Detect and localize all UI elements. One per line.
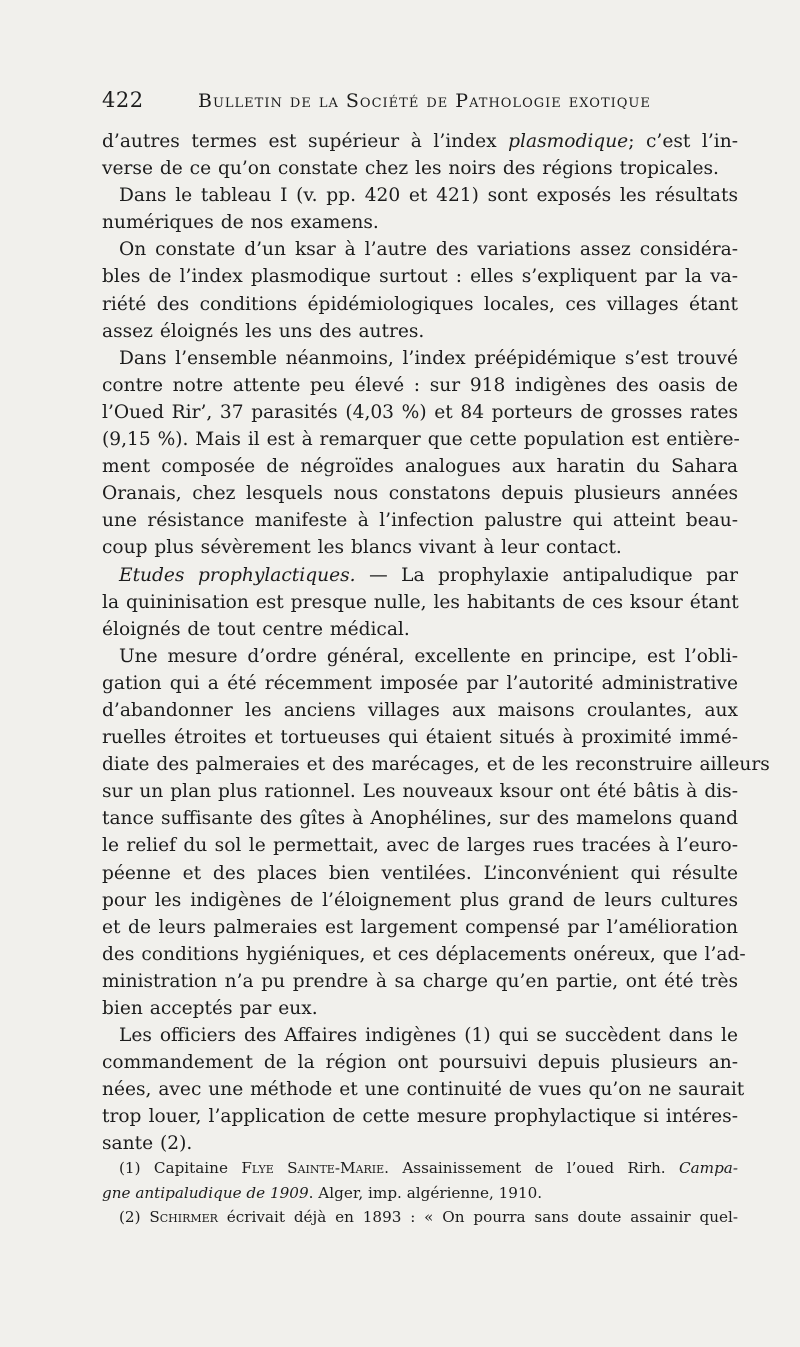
text-line: sur un plan plus rationnel. Les nouveaux ksour ont été bâtis à dis- — [102, 781, 738, 803]
text-line: diate des palmeraies et des marécages, et de les reconstruire ailleurs — [102, 754, 770, 776]
text-line: le relief du sol le permettait, avec de larges rues tracées à l’euro- — [102, 835, 738, 857]
footnote-2: (2) Schirmer écrivait déjà en 1893 : « On pourra sans doute assainir quel- — [119, 1208, 738, 1226]
text-line: commandement de la région ont poursuivi depuis plusieurs an- — [102, 1052, 738, 1074]
footnote-1-continued: gne antipaludique de 1909. Alger, imp. algérienne, 1910. — [102, 1183, 543, 1202]
text-line: contre notre attente peu élevé : sur 918 indigènes des oasis de — [102, 374, 738, 396]
text-line: tance suffisante des gîtes à Anophélines, sur des mamelons quand — [102, 808, 738, 830]
text-line: ment composée de négroïdes analogues aux haratin du Sahara — [102, 456, 738, 478]
page-number: 422 — [102, 88, 144, 112]
text-line: des conditions hygiéniques, et ces déplacements onéreux, que l’ad- — [102, 943, 746, 965]
italic-term: plasmodique — [508, 131, 629, 152]
text-line: bien acceptés par eux. — [102, 998, 318, 1019]
paragraph-start: Dans l’ensemble néanmoins, l’index préépidémique s’est trouvé — [119, 347, 738, 369]
footnotes — [102, 1156, 738, 1230]
section-heading: Etudes prophylactiques. — [119, 564, 356, 586]
body-text — [102, 128, 770, 1158]
text-line: une résistance manifeste à l’infection palustre qui atteint beau- — [102, 510, 738, 532]
text-line: d’abandonner les anciens villages aux maisons croulantes, aux — [102, 699, 738, 721]
text-line: d’autres termes est supérieur à l’index plasmodique; c’est l’in- — [102, 131, 738, 152]
text-line: numériques de nos examens. — [102, 212, 379, 234]
author-name: Schirmer — [149, 1208, 218, 1226]
text-line: trop louer, l’application de cette mesure prophylactique si intéres- — [102, 1106, 738, 1128]
text-line: éloignés de tout centre médical. — [102, 618, 410, 640]
paragraph-start: Les officiers des Affaires indigènes (1) qui se succèdent dans le — [119, 1025, 738, 1047]
text-line: pour les indigènes de l’éloignement plus grand de leurs cultures — [102, 889, 738, 911]
page-header — [102, 88, 752, 118]
text-line: nées, avec une méthode et une continuité de vues qu’on ne saurait — [102, 1079, 745, 1101]
paragraph-start: On constate d’un ksar à l’autre des variations assez considéra- — [119, 239, 738, 261]
text-line: péenne et des places bien ventilées. L’inconvénient qui résulte — [102, 862, 738, 884]
paragraph-start: Dans le tableau I (v. pp. 420 et 421) sont exposés les résultats — [119, 185, 738, 207]
footnote-1: (1) Capitaine Flye Sainte-Marie. Assainissement de l’oued Rirh. Campa- — [119, 1159, 738, 1177]
text-line: assez éloignés les uns des autres. — [102, 320, 425, 342]
text-line: sante (2). — [102, 1133, 193, 1155]
text-line: bles de l’index plasmodique surtout : elles s’expliquent par la va- — [102, 266, 738, 288]
text-line: l’Oued Rir’, 37 parasités (4,03 %) et 84 porteurs de grosses rates — [102, 401, 738, 423]
text-line: la quininisation est presque nulle, les habitants de ces ksour étant — [102, 591, 739, 613]
text-line: riété des conditions épidémiologiques locales, ces villages étant — [102, 293, 738, 315]
text-line: ministration n’a pu prendre à sa charge qu’en partie, ont été très — [102, 970, 738, 992]
text-line: (9,15 %). Mais il est à remarquer que cette population est entière- — [102, 429, 740, 451]
text-line: verse de ce qu’on constate chez les noirs des régions tropicales. — [102, 158, 719, 180]
section-heading-line: Etudes prophylactiques. — La prophylaxie antipaludique par — [119, 564, 738, 586]
running-title: Bulletin de la Société de Pathologie exotique — [198, 90, 651, 112]
author-name: Flye Sainte-Marie — [241, 1159, 385, 1177]
text-line: coup plus sévèrement les blancs vivant à leur contact. — [102, 537, 622, 559]
text-line: ruelles étroites et tortueuses qui étaient situés à proximité immé- — [102, 727, 738, 749]
paragraph-start: Une mesure d’ordre général, excellente en principe, est l’obli- — [119, 645, 738, 667]
text-line: Oranais, chez lesquels nous constatons depuis plusieurs années — [102, 483, 738, 505]
text-line: gation qui a été récemment imposée par l’autorité administrative — [102, 672, 738, 694]
text-line: et de leurs palmeraies est largement compensé par l’amélioration — [102, 916, 738, 938]
